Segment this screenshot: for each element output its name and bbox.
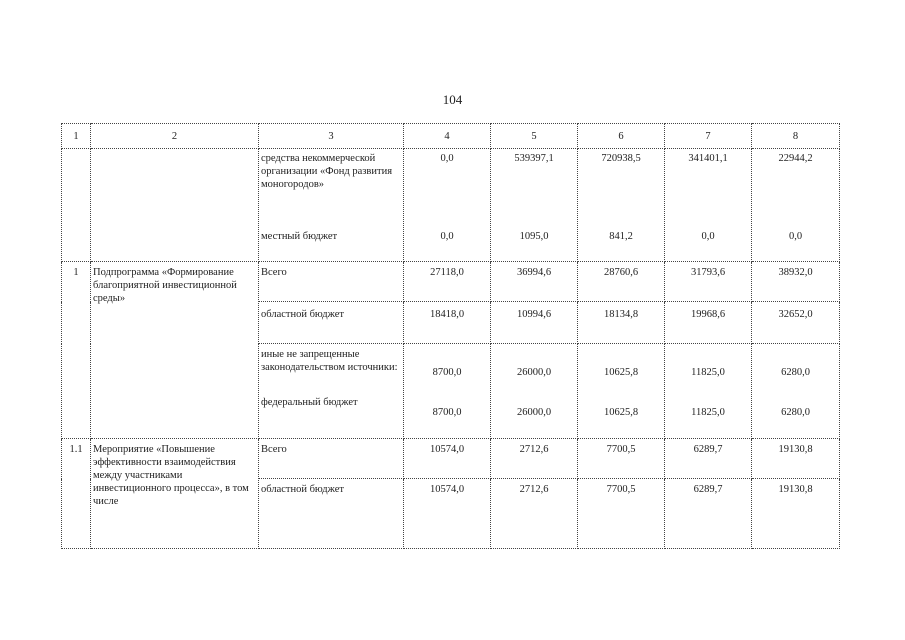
value-cell <box>665 344 752 439</box>
value: 8700,0 <box>432 407 462 418</box>
row-id <box>62 149 91 262</box>
value: 18418,0 <box>404 302 491 344</box>
value: 22944,2 <box>778 153 813 164</box>
value: 0,0 <box>788 231 803 242</box>
value: 10574,0 <box>404 479 491 549</box>
value: 6289,7 <box>665 479 752 549</box>
value: 31793,6 <box>665 262 752 302</box>
source-cell <box>259 344 404 439</box>
value: 7700,5 <box>578 479 665 549</box>
value: 11825,0 <box>691 407 725 418</box>
col-header: 5 <box>491 124 578 149</box>
source-cell <box>259 149 404 262</box>
value: 341401,1 <box>688 153 728 164</box>
col-header: 6 <box>578 124 665 149</box>
value: 18134,8 <box>578 302 665 344</box>
col-header: 2 <box>91 124 259 149</box>
value: 1095,0 <box>519 231 549 242</box>
value: 38932,0 <box>752 262 840 302</box>
value: 27118,0 <box>404 262 491 302</box>
table-row <box>62 439 840 479</box>
value: 0,0 <box>440 153 454 164</box>
value: 32652,0 <box>752 302 840 344</box>
value: 10574,0 <box>404 439 491 479</box>
value: 19130,8 <box>752 479 840 549</box>
value: 720938,5 <box>601 153 641 164</box>
value: 28760,6 <box>578 262 665 302</box>
value-cell <box>491 344 578 439</box>
row-id: 1 <box>62 262 91 439</box>
source-label: областной бюджет <box>259 479 404 549</box>
value-cell <box>752 344 840 439</box>
value-cell <box>491 149 578 262</box>
row-id: 1.1 <box>62 439 91 549</box>
value: 2712,6 <box>491 439 578 479</box>
budget-table <box>61 123 840 549</box>
value-cell <box>578 149 665 262</box>
value: 10994,6 <box>491 302 578 344</box>
row-name: Мероприятие «Повышение эффективности взаимодействия между участниками инвестиционного процесса», в том числе <box>91 439 259 549</box>
value: 6280,0 <box>781 367 810 378</box>
value-cell <box>404 149 491 262</box>
value-cell <box>404 344 491 439</box>
value: 7700,5 <box>578 439 665 479</box>
value: 6289,7 <box>665 439 752 479</box>
value: 0,0 <box>701 231 715 242</box>
value: 19968,6 <box>665 302 752 344</box>
value: 539397,1 <box>514 153 554 164</box>
value-cell <box>752 149 840 262</box>
table-row <box>62 262 840 302</box>
value: 26000,0 <box>516 407 552 418</box>
source-label: иные не запрещенные законодательством источники: <box>261 349 398 373</box>
source-label: областной бюджет <box>259 302 404 344</box>
value: 10625,8 <box>603 367 639 378</box>
value: 26000,0 <box>516 367 552 378</box>
value: 10625,8 <box>603 407 639 418</box>
col-header: 3 <box>259 124 404 149</box>
value-cell <box>665 149 752 262</box>
col-header: 1 <box>62 124 91 149</box>
source-label: местный бюджет <box>261 231 338 242</box>
page-number: 104 <box>442 92 463 107</box>
col-header: 7 <box>665 124 752 149</box>
source-label: Всего <box>259 262 404 302</box>
value: 36994,6 <box>491 262 578 302</box>
header-row <box>62 124 840 149</box>
col-header: 8 <box>752 124 840 149</box>
value: 841,2 <box>609 231 633 242</box>
value: 11825,0 <box>691 367 725 378</box>
row-name: Подпрограмма «Формирование благоприятной инвестиционной среды» <box>91 262 259 439</box>
col-header: 4 <box>404 124 491 149</box>
value-cell <box>578 344 665 439</box>
value: 6280,0 <box>781 407 810 418</box>
source-label: федеральный бюджет <box>261 397 358 408</box>
value: 0,0 <box>440 231 454 242</box>
source-label: Всего <box>259 439 404 479</box>
value: 19130,8 <box>752 439 840 479</box>
value: 2712,6 <box>491 479 578 549</box>
source-label: средства некоммерческой организации «Фонд развития моногородов» <box>261 153 393 190</box>
value: 8700,0 <box>432 367 462 378</box>
table-row <box>62 149 840 262</box>
row-name <box>91 149 259 262</box>
